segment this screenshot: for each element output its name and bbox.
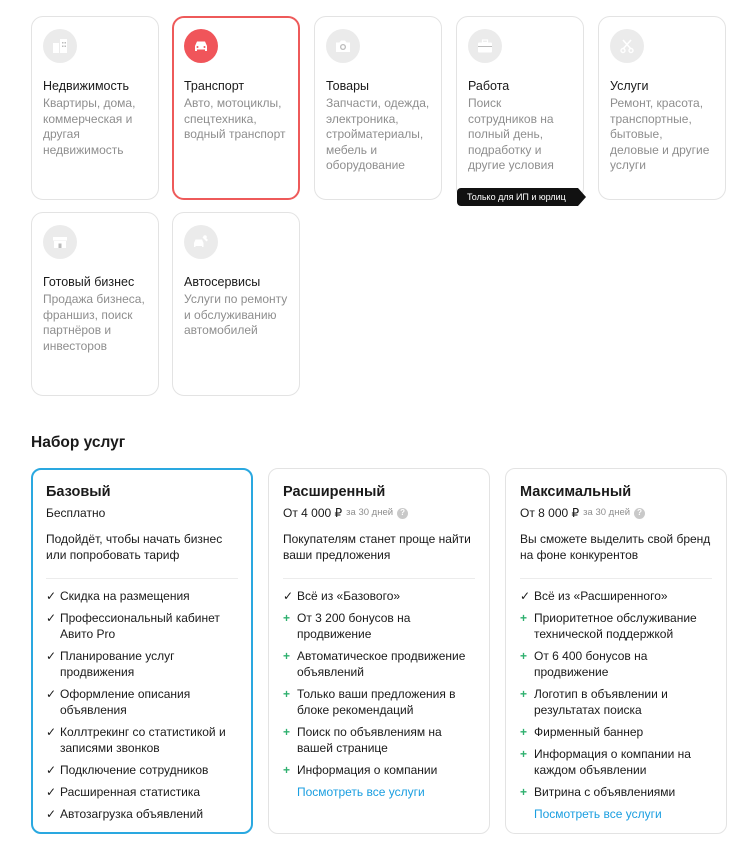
plan-price-value: От 4 000 ₽ <box>283 506 343 520</box>
feature-text: Планирование услуг продвижения <box>60 649 175 679</box>
category-title: Недвижимость <box>43 79 129 93</box>
plus-icon: + <box>520 747 528 761</box>
legal-entities-badge: Только для ИП и юрлиц <box>457 188 578 206</box>
feature-text: Только ваши предложения в блоке рекомендаций <box>297 687 456 717</box>
question-icon[interactable]: ? <box>634 508 645 519</box>
plus-icon: + <box>283 611 291 625</box>
feature-text: Расширенная статистика <box>60 785 201 799</box>
feature-text: Приоритетное обслуживание технической поддержкой <box>534 611 697 641</box>
category-description: Поиск сотрудников на полный день, подработку и другие условия <box>468 96 554 172</box>
feature-item <box>520 746 712 778</box>
plan-price-value: Бесплатно <box>46 506 106 520</box>
feature-item <box>283 762 475 778</box>
plan-name: Базовый <box>46 484 111 500</box>
plan-description: Вы сможете выделить свой бренд на фоне конкурентов <box>520 532 711 562</box>
feature-text: Информация о компании <box>297 763 438 777</box>
plus-icon: + <box>520 785 528 799</box>
plan-card-extended[interactable] <box>268 468 490 834</box>
category-card-transport[interactable] <box>172 16 300 200</box>
feature-text: От 3 200 бонусов на продвижение <box>297 611 411 641</box>
feature-text: Поиск по объявлениям на вашей странице <box>297 725 442 755</box>
building-icon <box>43 29 77 63</box>
feature-text: Автозагрузка объявлений <box>60 807 204 821</box>
feature-item <box>283 610 475 642</box>
plan-price <box>283 505 475 521</box>
question-icon[interactable]: ? <box>397 508 408 519</box>
feature-text: Скидка на размещения <box>60 589 190 603</box>
plan-period: за 30 дней <box>346 507 394 518</box>
category-description: Квартиры, дома, коммерческая и другая недвижимость <box>43 96 136 157</box>
feature-list <box>520 588 712 800</box>
plan-divider <box>46 578 238 579</box>
feature-item <box>520 588 712 604</box>
feature-text: Логотип в объявлении и результатах поиска <box>534 687 668 717</box>
briefcase-icon <box>468 29 502 63</box>
feature-text: Оформление описания объявления <box>60 687 191 717</box>
scissors-icon <box>610 29 644 63</box>
category-title: Работа <box>468 79 510 93</box>
feature-item <box>46 686 238 718</box>
category-title: Автосервисы <box>184 275 261 289</box>
category-title: Услуги <box>610 79 649 93</box>
feature-item <box>520 648 712 680</box>
check-icon: ✓ <box>283 589 294 603</box>
feature-text: Подключение сотрудников <box>60 763 209 777</box>
check-icon: ✓ <box>46 763 57 777</box>
feature-list <box>283 588 475 778</box>
category-title: Транспорт <box>184 79 245 93</box>
feature-item <box>283 724 475 756</box>
category-description: Услуги по ремонту и обслуживанию автомобилей <box>184 292 288 337</box>
feature-text: От 6 400 бонусов на продвижение <box>534 649 648 679</box>
category-description: Авто, мотоциклы, спецтехника, водный транспорт <box>184 96 286 141</box>
feature-list <box>46 588 238 822</box>
feature-text: Всё из «Базового» <box>297 589 401 603</box>
check-icon: ✓ <box>46 611 57 625</box>
category-card-jobs[interactable] <box>456 16 584 200</box>
plan-name: Расширенный <box>283 484 386 500</box>
feature-item <box>520 686 712 718</box>
plan-divider <box>283 578 475 579</box>
feature-item <box>520 610 712 642</box>
plan-name: Максимальный <box>520 484 632 500</box>
check-icon: ✓ <box>46 649 57 663</box>
feature-item <box>520 724 712 740</box>
check-icon: ✓ <box>46 807 57 821</box>
car-icon <box>184 29 218 63</box>
feature-item <box>46 610 238 642</box>
plan-card-maximum[interactable] <box>505 468 727 834</box>
feature-text: Автоматическое продвижение объявлений <box>297 649 466 679</box>
plan-price-value: От 8 000 ₽ <box>520 506 580 520</box>
plan-price <box>46 505 238 521</box>
category-card-real-estate[interactable] <box>31 16 159 200</box>
feature-item <box>46 724 238 756</box>
plus-icon: + <box>520 687 528 701</box>
section-title: Набор услуг <box>31 434 126 451</box>
check-icon: ✓ <box>46 589 57 603</box>
category-title: Готовый бизнес <box>43 275 135 289</box>
feature-text: Коллтрекинг со статистикой и записями звонков <box>60 725 226 755</box>
check-icon: ✓ <box>520 589 531 603</box>
camera-icon <box>326 29 360 63</box>
feature-text: Фирменный баннер <box>534 725 644 739</box>
feature-item <box>46 784 238 800</box>
store-icon <box>43 225 77 259</box>
plus-icon: + <box>283 649 291 663</box>
plus-icon: + <box>283 763 291 777</box>
feature-item <box>520 784 712 800</box>
plus-icon: + <box>283 725 291 739</box>
category-description: Запчасти, одежда, электроника, стройматериалы, мебель и оборудование <box>326 96 430 172</box>
category-card-services[interactable] <box>598 16 726 200</box>
car-service-icon <box>184 225 218 259</box>
see-all-services-link[interactable]: Посмотреть все услуги <box>534 807 662 821</box>
plan-description: Подойдёт, чтобы начать бизнес или попробовать тариф <box>46 532 223 562</box>
feature-item <box>283 686 475 718</box>
plan-divider <box>520 578 712 579</box>
feature-text: Всё из «Расширенного» <box>534 589 668 603</box>
check-icon: ✓ <box>46 687 57 701</box>
check-icon: ✓ <box>46 785 57 799</box>
plan-period: за 30 дней <box>583 507 631 518</box>
category-card-goods[interactable] <box>314 16 442 200</box>
feature-text: Витрина с объявлениями <box>534 785 676 799</box>
feature-item <box>283 648 475 680</box>
category-description: Продажа бизнеса, франшиз, поиск партнёров и инвесторов <box>43 292 145 353</box>
feature-text: Информация о компании на каждом объявлении <box>534 747 691 777</box>
category-card-car-services[interactable] <box>172 212 300 396</box>
feature-item <box>283 588 475 604</box>
plus-icon: + <box>520 725 528 739</box>
plan-price <box>520 505 712 521</box>
plus-icon: + <box>520 611 528 625</box>
plan-description: Покупателям станет проще найти ваши предложения <box>283 532 471 562</box>
feature-item <box>46 648 238 680</box>
category-card-business[interactable] <box>31 212 159 396</box>
feature-item <box>46 588 238 604</box>
category-title: Товары <box>326 79 369 93</box>
feature-item <box>46 762 238 778</box>
see-all-services-link[interactable]: Посмотреть все услуги <box>297 785 425 799</box>
feature-item <box>46 806 238 822</box>
plan-card-basic[interactable] <box>31 468 253 834</box>
plus-icon: + <box>283 687 291 701</box>
check-icon: ✓ <box>46 725 57 739</box>
feature-text: Профессиональный кабинет Авито Pro <box>60 611 220 641</box>
category-description: Ремонт, красота, транспортные, бытовые, деловые и другие услуги <box>610 96 710 172</box>
plus-icon: + <box>520 649 528 663</box>
